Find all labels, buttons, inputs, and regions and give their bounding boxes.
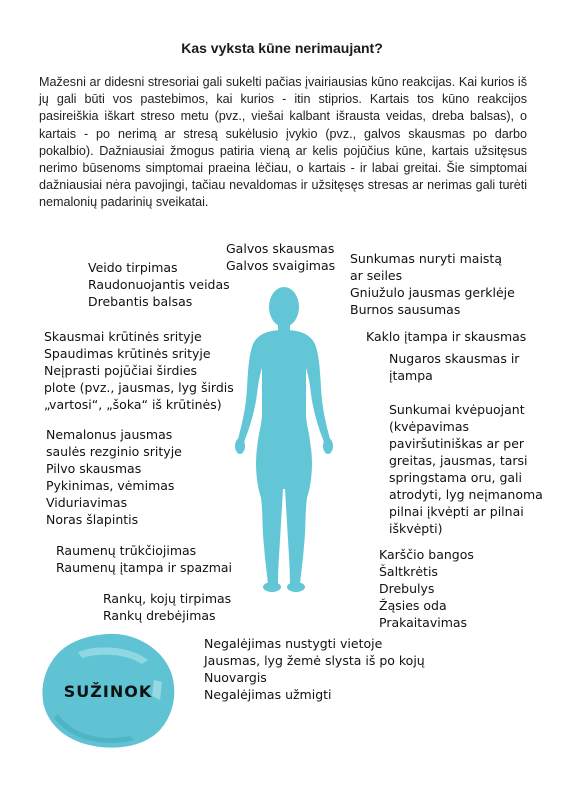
symptom-line: Nugaros skausmas ir: [389, 351, 520, 366]
symptom-line: Galvos svaigimas: [226, 258, 336, 273]
symptoms-skin: [379, 546, 474, 631]
page-title: Kas vyksta kūne nerimaujant?: [181, 40, 383, 56]
symptom-line: Žąsies oda: [379, 598, 447, 613]
symptoms-general: [204, 635, 425, 703]
symptoms-face: [88, 259, 230, 310]
symptoms-head: [226, 240, 335, 274]
symptom-line: Prakaitavimas: [379, 615, 468, 630]
badge-label: SUŽINOK: [63, 682, 153, 701]
human-body-icon: [224, 284, 344, 604]
symptom-line: saulės rezginio srityje: [46, 444, 182, 459]
symptom-line: (kvėpavimas: [389, 419, 470, 434]
symptom-line: Raudonuojantis veidas: [88, 277, 230, 292]
symptom-line: Negalėjimas nustygti vietoje: [204, 636, 383, 651]
symptom-line: Burnos sausumas: [350, 302, 461, 317]
symptoms-muscles: [56, 542, 232, 576]
symptom-line: springstama oru, gali: [389, 470, 522, 485]
symptom-line: Noras šlapintis: [46, 512, 139, 527]
symptom-line: Drebulys: [379, 581, 435, 596]
symptom-line: Viduriavimas: [46, 495, 128, 510]
symptom-line: Negalėjimas užmigti: [204, 687, 332, 702]
symptoms-stomach: [46, 426, 182, 528]
symptom-line: Gniužulo jausmas gerklėje: [350, 285, 515, 300]
symptoms-limbs: [103, 590, 231, 624]
symptom-line: pilnai įkvėpti ar pilnai: [389, 504, 524, 519]
symptom-line: Skausmai krūtinės srityje: [44, 329, 202, 344]
symptom-line: Nemalonus jausmas: [46, 427, 173, 442]
symptom-line: Galvos skausmas: [226, 241, 335, 256]
symptom-line: Karščio bangos: [379, 547, 474, 562]
symptom-line: Kaklo įtampa ir skausmas: [366, 329, 527, 344]
symptom-line: Šaltkrėtis: [379, 564, 438, 579]
symptom-line: Veido tirpimas: [88, 260, 178, 275]
symptom-line: Pilvo skausmas: [46, 461, 142, 476]
symptom-line: plote (pvz., jausmas, lyg širdis: [44, 380, 234, 395]
symptom-line: iškvėpti): [389, 521, 443, 536]
symptoms-chest: [44, 328, 234, 413]
symptoms-neck: [366, 328, 526, 345]
symptom-line: Spaudimas krūtinės srityje: [44, 346, 211, 361]
symptoms-back: [389, 350, 519, 384]
symptom-line: „vartosi“, „šoka“ iš krūtinės): [44, 397, 222, 412]
intro-paragraph: Mažesni ar didesni stresoriai gali sukelti pačias įvairiausias kūno reakcijas. Kai kurios iš jų gali būti vos pastebimos, kai kurios - itin stiprios. Kartais tos kūno reakcijos pasireiškia iškart streso metu (pvz., viešai kalbant išrausta veidas, dreba balsas), o kartais - po nerimą ar stresą sukėlusio įvykio (pvz., galvos skausmas po darbo pokalbio). Dažniausiai žmogus patiria vieną ar kelis pojūčius kūne, kartais užsitęsus nerimo būsenoms simptomai praeina lėčiau, o kartais - ir labai greitai. Šie simptomai dažniausiai nėra pavojingi, tačiau nevaldomas ir užsitęsęs stresas ar nerimas gali turėti nemalonių padarinių sveikatai.: [39, 75, 527, 210]
symptom-line: Jausmas, lyg žemė slysta iš po kojų: [204, 653, 425, 668]
symptom-line: atrodyti, lyg neįmanoma: [389, 487, 543, 502]
symptom-line: paviršutiniškas ar per: [389, 436, 525, 451]
symptom-line: Rankų, kojų tirpimas: [103, 591, 232, 606]
symptom-line: Raumenų trūkčiojimas: [56, 543, 197, 558]
symptom-line: įtampa: [389, 368, 433, 383]
symptoms-throat: [350, 250, 515, 318]
symptom-line: Raumenų įtampa ir spazmai: [56, 560, 233, 575]
symptoms-breathing: [389, 401, 543, 537]
symptom-line: Nuovargis: [204, 670, 267, 685]
symptom-line: Rankų drebėjimas: [103, 608, 216, 623]
symptom-line: greitas, jausmas, tarsi: [389, 453, 528, 468]
symptom-line: Sunkumas nuryti maistą: [350, 251, 502, 266]
symptom-line: Pykinimas, vėmimas: [46, 478, 175, 493]
symptom-line: Sunkumai kvėpuojant: [389, 402, 525, 417]
symptom-line: Neįprasti pojūčiai širdies: [44, 363, 198, 378]
symptom-line: Drebantis balsas: [88, 294, 193, 309]
symptom-line: ar seiles: [350, 268, 403, 283]
